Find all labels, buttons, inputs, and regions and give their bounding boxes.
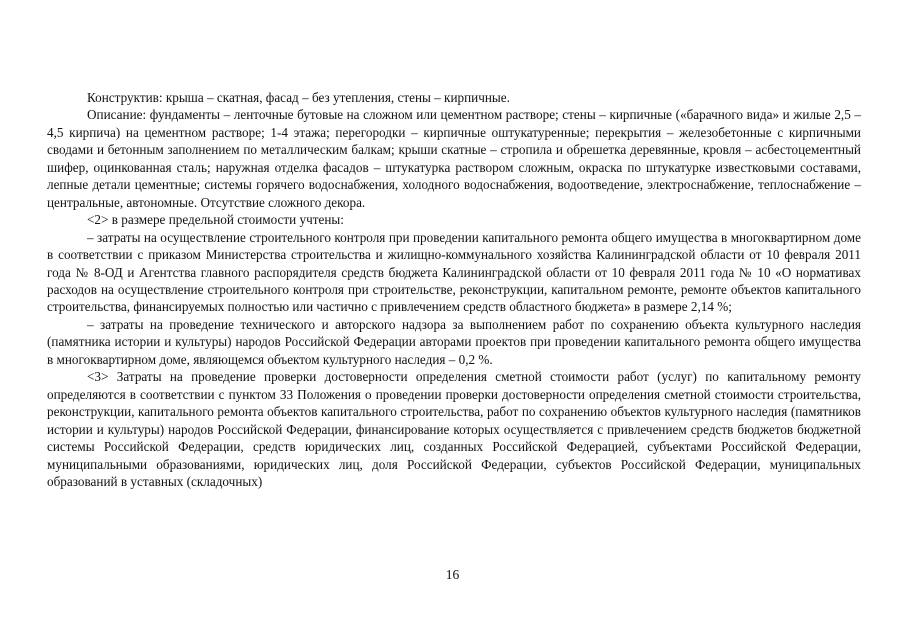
paragraph-tekhnicheskiy-nadzor: – затраты на проведение технического и авторского надзора за выполнением работ по сохранению объекта культурного наследия (памятника истории и культуры) народов Российской Федерации авторами проектов при проведении капитального ремонта общего имущества в многоквартирном доме, являющемся объектом культурного наследия – 0,2 %. — [47, 316, 861, 367]
paragraph-stroitelny-kontrol: – затраты на осуществление строительного контроля при проведении капитального ремонта общего имущества в многоквартирном доме в соответствии с приказом Министерства строительства и жилищно-коммунального хозяйства Калининградской области от 10 февраля 2011 года № 8-ОД и Агентства главного распорядителя средств бюджета Калининградской области от 10 февраля 2011 года № 10 «О нормативах расходов на осуществление строительного контроля при строительстве, реконструкции, капитальном ремонте, ремонте объектов капитального строительства, финансируемых полностью или частично с привлечением средств областного бюджета» в размере 2,14 %; — [47, 229, 861, 315]
document-page — [47, 89, 861, 490]
page-number: 16 — [445, 567, 460, 582]
paragraph-konstruktiv: Конструктив: крыша – скатная, фасад – без утепления, стены – кирпичные. — [87, 90, 510, 105]
paragraph-footnote-2-heading: <2> в размере предельной стоимости учтены: — [87, 212, 344, 228]
paragraph-opisanie: Описание: фундаменты – ленточные бутовые на сложном или цементном растворе; стены – кирпичные («барачного вида» и жилые 2,5 – 4,5 кирпича) на цементном растворе; 1-4 этажа; перегородки – кирпичные оштукатуренные; перекрытия – железобетонные с кирпичными сводами и бетонным заполнением по металлическим балкам; крыши скатные – стропила и обрешетка деревянные, кровля – асбестоцементный шифер, оцинкованная сталь; наружная отделка фасадов – штукатурка раствором сложным, окраска по штукатурке известковыми составами, лепные детали цементные; системы горячего водоснабжения, холодного водоснабжения, водоотведение, электроснабжение, теплоснабжение – центральные, автономные. Отсутствие сложного декора. — [47, 107, 861, 210]
paragraph-footnote-3: <3> Затраты на проведение проверки достоверности определения сметной стоимости работ (услуг) по капитальному ремонту определяются в соответствии с пунктом 33 Положения о проведении проверки достоверности определения сметной стоимости строительства, реконструкции, капитального ремонта объектов капитального строительства, работ по сохранению объектов культурного наследия (памятников истории и культуры) народов Российской Федерации, финансирование которых осуществляется с привлечением средств бюджетов бюджетной системы Российской Федерации, средств юридических лиц, созданных Российской Федерацией, субъектами Российской Федерации, муниципальными образованиями, юридических лиц, доля Российской Федерации, субъектов Российской Федерации, муниципальных образований в уставных (складочных) — [47, 369, 861, 489]
